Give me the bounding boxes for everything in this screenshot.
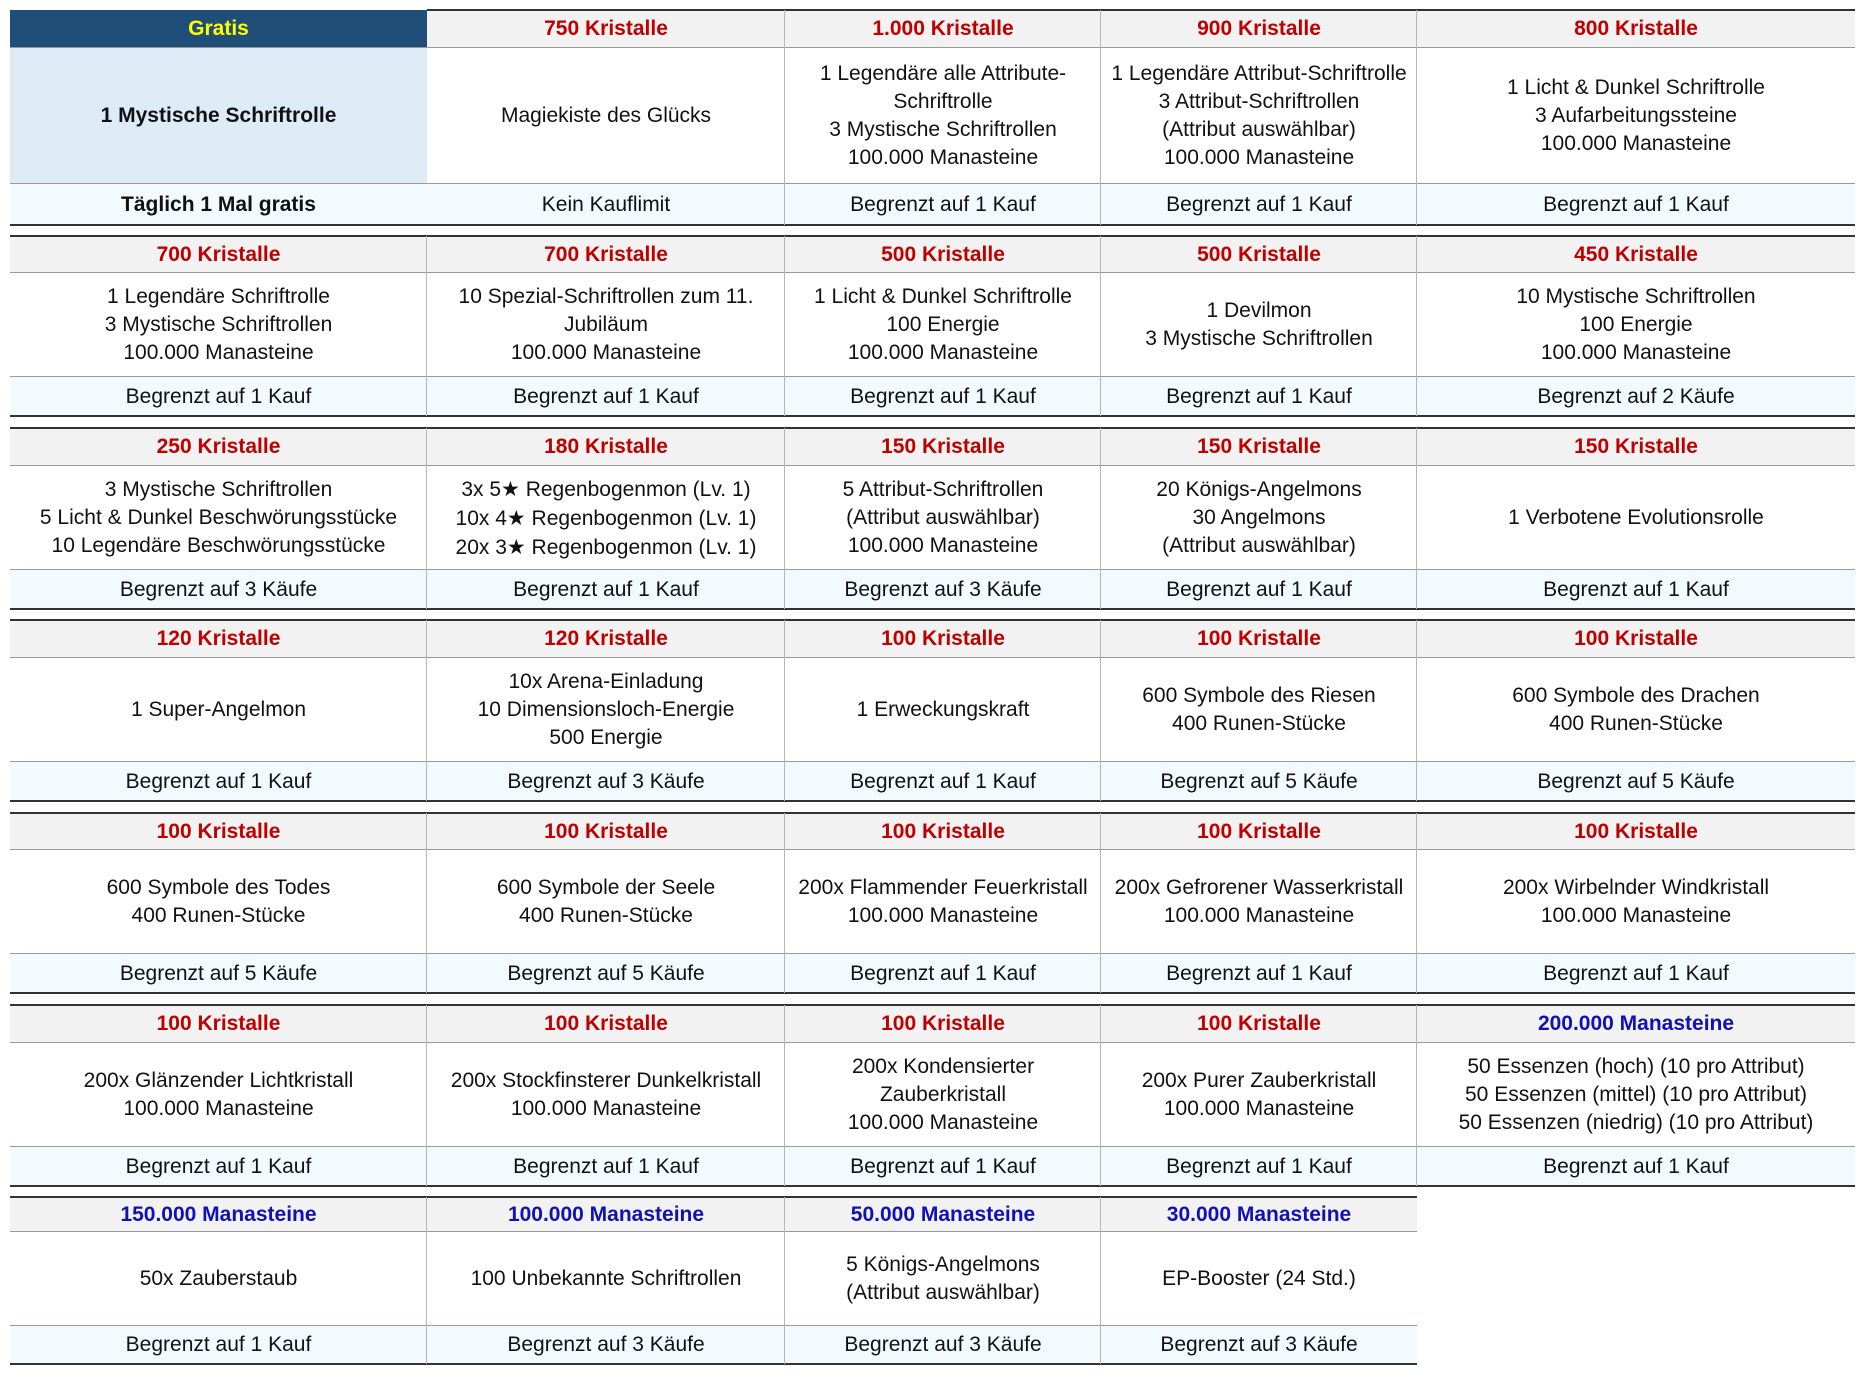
offer-price: 150 Kristalle [1417, 428, 1855, 466]
offer-contents [10, 48, 427, 184]
offer-item: 100.000 Manasteine [1540, 341, 1732, 364]
column-divider [784, 428, 785, 609]
purchase-limit: Begrenzt auf 1 Kauf [1417, 570, 1855, 609]
column-divider [1100, 813, 1101, 993]
offer-item: 600 Symbole des Drachen [1512, 684, 1760, 707]
row-bottom-border [10, 1185, 1855, 1187]
purchase-limit: Begrenzt auf 1 Kauf [785, 954, 1101, 993]
offer-item: (Attribut auswählbar) [1162, 118, 1356, 141]
row-divider [10, 761, 1855, 762]
offer-contents [427, 658, 785, 762]
offer-price: 100 Kristalle [427, 813, 785, 850]
offer-item: 20 Königs-Angelmons [1156, 478, 1362, 501]
offer-item: Zauberkristall [879, 1083, 1007, 1106]
row-divider [10, 465, 1855, 466]
offer-item: 1 Legendäre alle Attribute- [819, 62, 1067, 85]
row-bottom-border [10, 224, 1855, 226]
row-divider [10, 1042, 1855, 1043]
offer-item: 1 Mystische Schriftrolle [100, 104, 337, 127]
purchase-limit: Begrenzt auf 3 Käufe [427, 1326, 785, 1364]
purchase-limit: Begrenzt auf 1 Kauf [1101, 1147, 1417, 1186]
row-divider [10, 376, 1855, 377]
offer-price: 100 Kristalle [1417, 813, 1855, 850]
offer-item: 10 Mystische Schriftrollen [1516, 285, 1756, 308]
offer-item: 30 Angelmons [1192, 506, 1326, 529]
offer-item: Jubiläum [563, 313, 649, 336]
offer-price: 100 Kristalle [427, 1005, 785, 1043]
offer-item: 10x Arena-Einladung [508, 670, 704, 693]
offer-item: 1 Licht & Dunkel Schriftrolle [814, 285, 1072, 308]
offer-item: 3 Mystische Schriftrollen [829, 118, 1057, 141]
purchase-limit: Begrenzt auf 1 Kauf [785, 377, 1101, 416]
offer-contents [785, 1232, 1101, 1326]
offer-item: 200x Stockfinsterer Dunkelkristall [450, 1069, 762, 1092]
offer-contents [785, 658, 1101, 762]
offer-contents [10, 466, 427, 570]
offer-item: 100.000 Manasteine [847, 904, 1039, 927]
offer-item: 200x Flammender Feuerkristall [798, 876, 1088, 899]
offer-price: 900 Kristalle [1101, 10, 1417, 48]
offer-contents [427, 48, 785, 184]
row-top-border [10, 1004, 1855, 1006]
offer-item: 100.000 Manasteine [123, 341, 314, 364]
column-divider [784, 1197, 785, 1364]
purchase-limit: Kein Kauflimit [427, 184, 785, 225]
offer-item: 100.000 Manasteine [1163, 1097, 1355, 1120]
offer-price: 500 Kristalle [785, 236, 1101, 273]
purchase-limit: Begrenzt auf 1 Kauf [427, 377, 785, 416]
row-top-border [10, 619, 1855, 621]
column-divider [1416, 813, 1417, 993]
offer-contents [1417, 466, 1855, 570]
offer-item: 10 Spezial-Schriftrollen zum 11. [458, 285, 754, 308]
offer-item: 100.000 Manasteine [1540, 132, 1732, 155]
offer-price: 700 Kristalle [427, 236, 785, 273]
offer-item: 1 Verbotene Evolutionsrolle [1508, 506, 1764, 529]
offer-contents [1417, 850, 1855, 954]
offer-item: 100.000 Manasteine [1163, 904, 1355, 927]
offer-item: 400 Runen-Stücke [519, 904, 693, 927]
offer-contents [785, 273, 1101, 377]
offer-contents [1417, 658, 1855, 762]
offer-price: 150.000 Manasteine [10, 1197, 427, 1232]
row-bottom-border [10, 992, 1855, 994]
offer-item: 20x 3★ Regenbogenmon (Lv. 1) [455, 534, 757, 559]
column-divider [1100, 236, 1101, 416]
offer-item: 3 Mystische Schriftrollen [104, 313, 333, 336]
offer-item: 1 Super-Angelmon [130, 698, 307, 721]
offer-item: 600 Symbole des Riesen [1142, 684, 1376, 707]
purchase-limit: Begrenzt auf 1 Kauf [10, 762, 427, 801]
offer-item: 3 Attribut-Schriftrollen [1158, 90, 1360, 113]
offer-item: Schriftrolle [893, 90, 993, 113]
row-top-border [10, 235, 1855, 237]
star-icon: ★ [501, 476, 520, 501]
purchase-limit: Begrenzt auf 1 Kauf [427, 570, 785, 609]
offer-item: 10 Dimensionsloch-Energie [477, 698, 735, 721]
offer-price: 1.000 Kristalle [785, 10, 1101, 48]
column-divider [1100, 1005, 1101, 1186]
column-divider [1100, 620, 1101, 801]
purchase-limit: Begrenzt auf 1 Kauf [785, 1147, 1101, 1186]
purchase-limit: Begrenzt auf 1 Kauf [785, 762, 1101, 801]
row-divider [10, 1231, 1417, 1232]
offer-item: 100.000 Manasteine [847, 341, 1039, 364]
offer-item: (Attribut auswählbar) [1162, 534, 1356, 557]
purchase-limit: Begrenzt auf 3 Käufe [1101, 1326, 1417, 1364]
offer-item: 100.000 Manasteine [510, 341, 702, 364]
offer-contents [1101, 658, 1417, 762]
column-divider [1100, 428, 1101, 609]
offer-price: 200.000 Manasteine [1417, 1005, 1855, 1043]
column-divider [784, 10, 785, 225]
offer-price: 800 Kristalle [1417, 10, 1855, 48]
column-divider [1100, 1197, 1101, 1364]
column-divider [784, 620, 785, 801]
row-bottom-border [10, 608, 1855, 610]
offer-price: 100 Kristalle [785, 813, 1101, 850]
offer-price: 100 Kristalle [785, 1005, 1101, 1043]
purchase-limit: Begrenzt auf 5 Käufe [1417, 762, 1855, 801]
row-bottom-border [10, 800, 1855, 802]
star-icon: ★ [506, 505, 526, 530]
offer-price: 100 Kristalle [785, 620, 1101, 658]
offer-contents [10, 273, 427, 377]
row-divider [10, 183, 1855, 184]
offer-contents [1101, 850, 1417, 954]
offer-item: 100.000 Manasteine [1163, 146, 1355, 169]
offer-contents [427, 1232, 785, 1326]
offer-item: 600 Symbole der Seele [496, 876, 716, 899]
offer-item: 100.000 Manasteine [847, 146, 1039, 169]
star-icon: ★ [506, 534, 526, 559]
offer-contents [10, 1232, 427, 1326]
offer-contents [427, 466, 785, 570]
purchase-limit: Begrenzt auf 1 Kauf [1101, 570, 1417, 609]
offer-item: 5 Licht & Dunkel Beschwörungsstücke [39, 506, 398, 529]
row-divider [10, 272, 1855, 273]
purchase-limit: Begrenzt auf 1 Kauf [1417, 954, 1855, 993]
offer-item: 10 Legendäre Beschwörungsstücke [51, 534, 386, 557]
offer-item: 200x Kondensierter [851, 1055, 1035, 1078]
offer-item: 400 Runen-Stücke [1172, 712, 1346, 735]
offer-item: 500 Energie [549, 726, 663, 749]
offer-item: EP-Booster (24 Std.) [1162, 1267, 1356, 1290]
offer-item: 200x Purer Zauberkristall [1141, 1069, 1377, 1092]
column-divider [784, 1005, 785, 1186]
column-divider [1100, 10, 1101, 225]
purchase-limit: Begrenzt auf 1 Kauf [1101, 954, 1417, 993]
offer-contents [1101, 1043, 1417, 1147]
purchase-limit: Begrenzt auf 1 Kauf [10, 377, 427, 416]
offer-item: 200x Wirbelnder Windkristall [1502, 876, 1770, 899]
offer-item: (Attribut auswählbar) [846, 1281, 1040, 1304]
offer-contents [10, 850, 427, 954]
purchase-limit: Begrenzt auf 1 Kauf [427, 1147, 785, 1186]
offer-item: 1 Devilmon [1206, 299, 1312, 322]
offer-item: 1 Erweckungskraft [856, 698, 1030, 721]
offer-contents [1101, 466, 1417, 570]
offer-price: 700 Kristalle [10, 236, 427, 273]
offer-item: 100 Energie [1579, 313, 1693, 336]
offer-contents [10, 1043, 427, 1147]
purchase-limit: Begrenzt auf 1 Kauf [785, 184, 1101, 225]
offer-contents [427, 1043, 785, 1147]
offer-item: 50 Essenzen (niedrig) (10 pro Attribut) [1458, 1111, 1814, 1134]
column-divider [426, 428, 427, 609]
row-divider [10, 47, 1855, 48]
column-divider [426, 1197, 427, 1364]
offer-contents [785, 850, 1101, 954]
purchase-limit: Begrenzt auf 5 Käufe [427, 954, 785, 993]
offer-item: 50x Zauberstaub [139, 1267, 298, 1290]
row-bottom-border [10, 415, 1855, 417]
purchase-limit: Begrenzt auf 3 Käufe [10, 570, 427, 609]
offer-item: 200x Gefrorener Wasserkristall [1114, 876, 1404, 899]
column-divider [784, 236, 785, 416]
offer-item: 100 Energie [886, 313, 1000, 336]
row-divider [10, 657, 1855, 658]
purchase-limit: Begrenzt auf 1 Kauf [1101, 377, 1417, 416]
offer-item: 400 Runen-Stücke [131, 904, 306, 927]
offer-item: 100.000 Manasteine [123, 1097, 314, 1120]
offer-item: 400 Runen-Stücke [1549, 712, 1723, 735]
offer-price: 450 Kristalle [1417, 236, 1855, 273]
offer-price: 100 Kristalle [1101, 813, 1417, 850]
offer-item: 5 Attribut-Schriftrollen [842, 478, 1044, 501]
offer-contents [1417, 48, 1855, 184]
column-divider [1416, 10, 1417, 225]
purchase-limit: Begrenzt auf 1 Kauf [1417, 184, 1855, 225]
offer-item: 100.000 Manasteine [847, 1111, 1039, 1134]
column-divider [426, 236, 427, 416]
offer-item: Magiekiste des Glücks [500, 104, 712, 127]
purchase-limit: Täglich 1 Mal gratis [10, 184, 427, 225]
offer-item: 100 Unbekannte Schriftrollen [470, 1267, 742, 1290]
offer-price: 100 Kristalle [1417, 620, 1855, 658]
offer-price: 500 Kristalle [1101, 236, 1417, 273]
offer-item: 100.000 Manasteine [1540, 904, 1732, 927]
offer-price: 100 Kristalle [1101, 1005, 1417, 1043]
column-divider [1416, 428, 1417, 609]
offer-price: 750 Kristalle [427, 10, 785, 48]
offer-price: 180 Kristalle [427, 428, 785, 466]
purchase-limit: Begrenzt auf 1 Kauf [1417, 1147, 1855, 1186]
row-divider [10, 849, 1855, 850]
offer-item: 50 Essenzen (mittel) (10 pro Attribut) [1465, 1083, 1807, 1106]
offer-price: Gratis [10, 10, 427, 48]
purchase-limit: Begrenzt auf 3 Käufe [427, 762, 785, 801]
offer-contents [1101, 273, 1417, 377]
offer-contents [785, 466, 1101, 570]
row-top-border [427, 9, 1855, 11]
offer-item: 1 Licht & Dunkel Schriftrolle [1507, 76, 1765, 99]
offer-price: 100 Kristalle [10, 813, 427, 850]
offer-item: 1 Legendäre Attribut-Schriftrolle [1111, 62, 1407, 85]
row-divider [10, 1146, 1855, 1147]
offer-price: 120 Kristalle [427, 620, 785, 658]
offer-item: 100.000 Manasteine [847, 534, 1039, 557]
offer-price: 30.000 Manasteine [1101, 1197, 1417, 1232]
offer-item: 1 Legendäre Schriftrolle [107, 285, 330, 308]
offer-contents [1101, 1232, 1417, 1326]
offer-item: 100.000 Manasteine [510, 1097, 702, 1120]
offer-contents [1417, 273, 1855, 377]
purchase-limit: Begrenzt auf 1 Kauf [1101, 184, 1417, 225]
column-divider [1416, 236, 1417, 416]
column-divider [426, 620, 427, 801]
offer-contents [1417, 1043, 1855, 1147]
row-divider [10, 1325, 1417, 1326]
row-top-border [10, 1196, 1417, 1198]
offer-price: 100 Kristalle [1101, 620, 1417, 658]
purchase-limit: Begrenzt auf 3 Käufe [785, 570, 1101, 609]
offer-contents [427, 273, 785, 377]
offer-item: 3 Mystische Schriftrollen [1145, 327, 1373, 350]
offer-price: 100 Kristalle [10, 1005, 427, 1043]
offer-item: 3x 5★ Regenbogenmon (Lv. 1) [461, 476, 751, 501]
column-divider [1416, 620, 1417, 801]
offer-item: 3 Aufarbeitungssteine [1535, 104, 1737, 127]
row-divider [10, 569, 1855, 570]
purchase-limit: Begrenzt auf 1 Kauf [10, 1147, 427, 1186]
offer-item: (Attribut auswählbar) [846, 506, 1040, 529]
offer-item: 200x Glänzender Lichtkristall [83, 1069, 354, 1092]
offer-item: 600 Symbole des Todes [106, 876, 331, 899]
purchase-limit: Begrenzt auf 3 Käufe [785, 1326, 1101, 1364]
offer-contents [10, 658, 427, 762]
purchase-limit: Begrenzt auf 1 Kauf [10, 1326, 427, 1364]
offer-price: 150 Kristalle [1101, 428, 1417, 466]
offer-item: 3 Mystische Schriftrollen [104, 478, 333, 501]
purchase-limit: Begrenzt auf 2 Käufe [1417, 377, 1855, 416]
offer-price: 150 Kristalle [785, 428, 1101, 466]
column-divider [1416, 1005, 1417, 1186]
column-divider [784, 813, 785, 993]
row-top-border [10, 427, 1855, 429]
offer-price: 100.000 Manasteine [427, 1197, 785, 1232]
offer-item: 50 Essenzen (hoch) (10 pro Attribut) [1467, 1055, 1805, 1078]
offer-price: 250 Kristalle [10, 428, 427, 466]
purchase-limit: Begrenzt auf 5 Käufe [10, 954, 427, 993]
row-top-border [10, 812, 1855, 814]
offer-price: 50.000 Manasteine [785, 1197, 1101, 1232]
offer-price: 120 Kristalle [10, 620, 427, 658]
offer-contents [785, 48, 1101, 184]
column-divider [426, 1005, 427, 1186]
column-divider [426, 813, 427, 993]
offer-contents [1101, 48, 1417, 184]
purchase-limit: Begrenzt auf 5 Käufe [1101, 762, 1417, 801]
offer-contents [785, 1043, 1101, 1147]
offer-item: 10x 4★ Regenbogenmon (Lv. 1) [455, 505, 757, 530]
row-bottom-border [10, 1363, 1417, 1365]
row-divider [10, 953, 1855, 954]
offer-item: 5 Königs-Angelmons [846, 1253, 1040, 1276]
offer-contents [427, 850, 785, 954]
